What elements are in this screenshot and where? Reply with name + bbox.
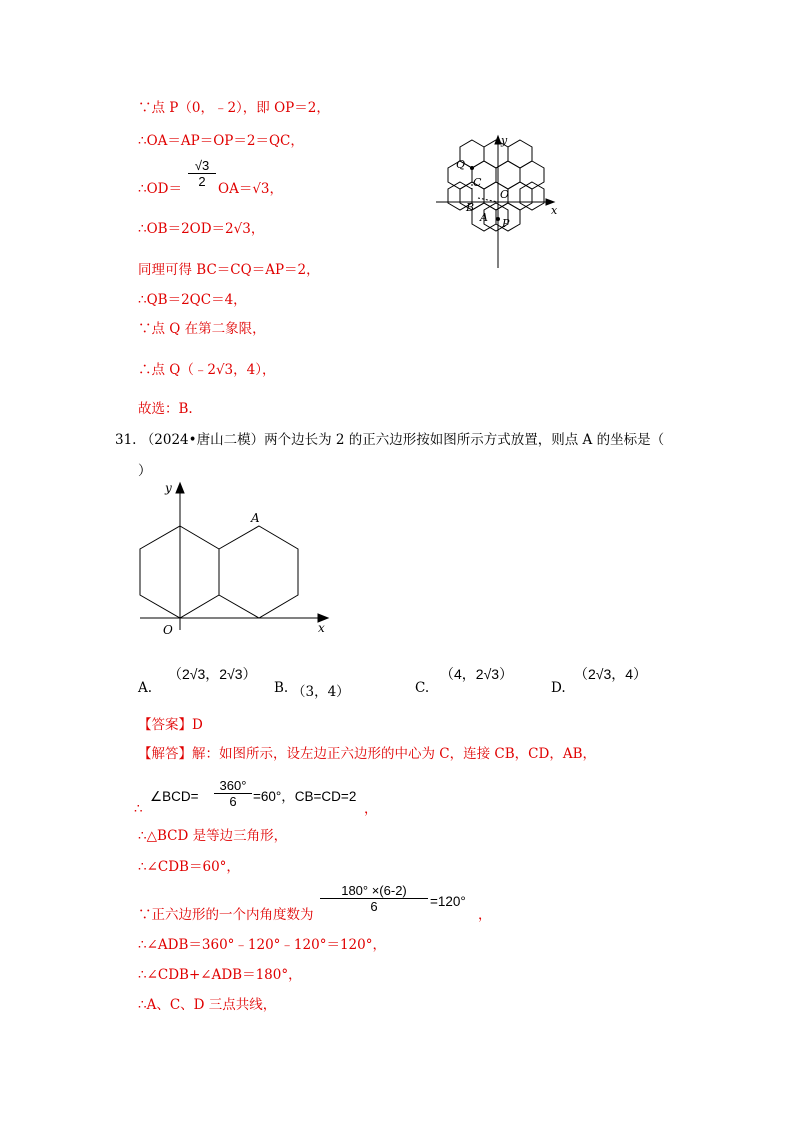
interior-denominator: 6 (370, 899, 378, 914)
interior-comma: ， (478, 907, 492, 923)
label-y: y (165, 481, 172, 495)
line-collinear: ∴A、C、D 三点共线， (138, 997, 277, 1013)
line-angle-cdb: ∴∠CDB＝60°， (138, 859, 240, 875)
label-p: P (502, 217, 510, 230)
label-x: x (318, 621, 325, 635)
bcd-fraction (214, 778, 252, 809)
bcd-formula-right: =60°，CB=CD=2 (253, 789, 357, 804)
solution-line-4: ∴OB＝2OD＝2√3， (138, 221, 265, 237)
solution-line-8: ∴点 Q（﹣2√3，4）， (138, 362, 276, 378)
question-31-line-2: ） (138, 463, 152, 479)
hexagon-grid-figure (436, 128, 566, 273)
point-q (470, 166, 474, 170)
label-a: A (251, 511, 260, 525)
option-b-text: （3，4） (292, 684, 350, 700)
bcd-denominator: 6 (229, 794, 237, 809)
two-hexagons-figure (130, 480, 340, 640)
solution-line-6: ∴QB＝2QC＝4， (138, 292, 247, 308)
solution-line-2: ∴OA＝AP＝OP＝2＝QC， (138, 133, 304, 149)
hexagon (508, 140, 532, 168)
hexagon (496, 161, 520, 189)
interior-numerator: 180° ×(6-2) (320, 883, 428, 899)
label-y: y (501, 134, 508, 147)
answer-analysis: 【解答】解：如图所示，设左边正六边形的中心为 C，连接 CB，CD，AB， (138, 746, 596, 762)
solution-line-9: 故选：B. (138, 401, 193, 417)
solution-line-7: ∵点 Q 在第二象限， (138, 321, 266, 337)
bcd-prefix: ∴ (134, 801, 143, 817)
label-a: A (480, 211, 488, 224)
question-31-line-1: 31. （2024•唐山二模）两个边长为 2 的正六边形按如图所示方式放置，则点 A 的坐标是（ (115, 432, 665, 448)
right-hexagon (219, 526, 298, 618)
answer-label: 【答案】D (138, 717, 203, 733)
option-c-letter: C. (415, 680, 430, 696)
option-d-letter: D. (551, 680, 566, 696)
line-angle-adb: ∴∠ADB＝360°﹣120°﹣120°＝120°， (138, 937, 386, 953)
point-p (496, 217, 500, 221)
hexagon (520, 161, 544, 189)
bcd-numerator: 360° (214, 778, 252, 794)
interior-prefix: ∵正六边形的一个内角度数为 (138, 907, 314, 923)
fraction-sqrt3-over-2 (188, 158, 216, 189)
y-axis-arrow (176, 483, 184, 493)
option-d-text: （2√3，4） (574, 666, 648, 682)
line-equilateral: ∴△BCD 是等边三角形， (138, 828, 288, 844)
label-x: x (551, 204, 558, 217)
label-q: Q (456, 158, 466, 171)
bcd-formula-left: ∠BCD= (150, 789, 199, 804)
option-a-text: （2√3，2√3） (168, 666, 257, 682)
option-a-letter: A. (138, 680, 153, 696)
label-o: O (500, 188, 510, 201)
bcd-comma: ， (364, 801, 378, 817)
line-angle-sum: ∴∠CDB+∠ADB＝180°， (138, 967, 302, 983)
interior-fraction (320, 883, 428, 914)
label-c: C (473, 176, 482, 189)
solution-line-5: 同理可得 BC＝CQ＝AP＝2， (138, 262, 320, 278)
fraction-denominator: 2 (198, 174, 206, 189)
option-c-text: （4，2√3） (440, 666, 514, 682)
dashed-line-bo (478, 198, 498, 202)
solution-line-3-suffix: OA＝√3， (218, 181, 284, 197)
solution-line-3-prefix: ∴OD＝ (138, 181, 182, 197)
label-b: B (466, 201, 475, 214)
fraction-numerator: √3 (188, 158, 216, 174)
interior-right: =120° (430, 894, 466, 909)
option-b-letter: B. (274, 680, 289, 696)
solution-line-1: ∵点 P（0，﹣2），即 OP＝2， (138, 100, 330, 116)
label-o: O (163, 623, 173, 637)
